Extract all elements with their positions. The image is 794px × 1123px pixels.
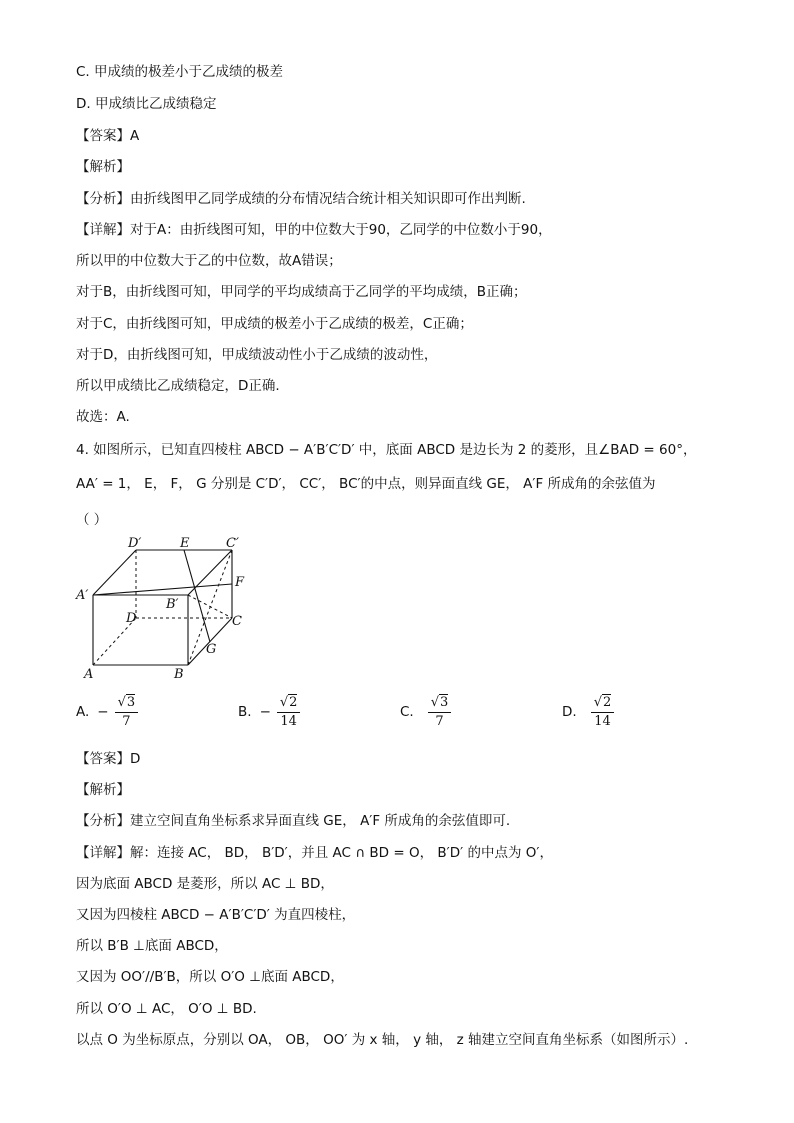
- option-c-fraction: $\frac{√3}{7}$: [428, 694, 452, 731]
- label-g: G: [206, 642, 217, 657]
- option-a-letter: A.: [76, 704, 90, 720]
- label-d: D: [126, 611, 137, 626]
- prism-figure: [70, 530, 260, 690]
- analysis-text-2: 【分析】建立空间直角坐标系求异面直线 GE， A′F 所成角的余弦值即可.: [76, 813, 511, 829]
- label-bp: B′: [166, 597, 179, 612]
- option-c-radicand: 3: [440, 694, 449, 710]
- question-4-blank: （ ）: [76, 512, 108, 528]
- option-c-denominator: 7: [435, 713, 444, 729]
- line-option-d-prev: D. 甲成绩比乙成绩稳定: [76, 96, 217, 112]
- option-b-fraction: $\frac{√2}{14}$: [277, 694, 301, 731]
- solution-line-4: 所以 B′B ⊥底面 ABCD，: [76, 938, 228, 954]
- detail-line-4: 对于C，由折线图可知，甲成绩的极差小于乙成绩的极差，C正确；: [76, 316, 473, 332]
- option-d-fraction: $\frac{√2}{14}$: [591, 694, 615, 731]
- option-b-sign: −: [259, 704, 271, 720]
- option-c: [400, 690, 451, 734]
- label-cp: C′: [226, 536, 239, 551]
- detail-line-5: 对于D，由折线图可知，甲成绩波动性小于乙成绩的波动性，: [76, 347, 438, 363]
- label-c: C: [232, 614, 242, 629]
- option-a: [76, 690, 138, 734]
- detail-line-2: 所以甲的中位数大于乙的中位数，故A错误；: [76, 253, 342, 269]
- answer-label-2: 【答案】D: [76, 751, 141, 767]
- answer-label: 【答案】A: [76, 128, 140, 144]
- option-d-denominator: 14: [594, 713, 611, 729]
- solution-line-6: 所以 O′O ⊥ AC， O′O ⊥ BD.: [76, 1001, 257, 1017]
- choice-line: 故选：A.: [76, 409, 130, 425]
- option-d: [562, 690, 614, 734]
- option-b-denominator: 14: [280, 713, 297, 729]
- option-b-letter: B.: [238, 704, 252, 720]
- solution-line-5: 又因为 OO′//B′B，所以 O′O ⊥底面 ABCD，: [76, 969, 344, 985]
- option-a-sign: −: [97, 704, 109, 720]
- detail-line-6: 所以甲成绩比乙成绩稳定，D正确.: [76, 378, 280, 394]
- label-dp: D′: [128, 536, 142, 551]
- solution-line-1: 【详解】解：连接 AC， BD， B′D′，并且 AC ∩ BD = O， B′D′ 的中点为 O′，: [76, 845, 553, 861]
- question-4-line-2: AA′ = 1， E， F， G 分别是 C′D′， CC′， BC′的中点，则异面直线 GE， A′F 所成角的余弦值为: [76, 476, 656, 492]
- option-a-fraction: $\frac{√3}{7}$: [115, 694, 139, 731]
- question-4-line-1: 4. 如图所示，已知直四棱柱 ABCD − A′B′C′D′ 中，底面 ABCD 是边长为 2 的菱形，且∠BAD = 60°，: [76, 442, 697, 458]
- segment-ap-f: [93, 584, 232, 595]
- option-a-denominator: 7: [122, 713, 131, 729]
- solution-line-2: 因为底面 ABCD 是菱形，所以 AC ⊥ BD，: [76, 876, 334, 892]
- option-b: [238, 690, 300, 734]
- analysis-label-2: 【解析】: [76, 782, 130, 798]
- solution-line-3: 又因为四棱柱 ABCD − A′B′C′D′ 为直四棱柱，: [76, 907, 356, 923]
- label-e: E: [180, 536, 190, 551]
- analysis-text: 【分析】由折线图甲乙同学成绩的分布情况结合统计相关知识即可作出判断.: [76, 191, 526, 207]
- option-d-letter: D.: [562, 704, 577, 720]
- label-b: B: [174, 667, 184, 682]
- option-b-radicand: 2: [289, 694, 298, 710]
- edge-ap-dp: [93, 550, 136, 595]
- label-f: F: [235, 575, 245, 590]
- detail-line-1: 【详解】对于A：由折线图可知，甲的中位数大于90，乙同学的中位数小于90，: [76, 222, 552, 238]
- line-option-c-prev: C. 甲成绩的极差小于乙成绩的极差: [76, 64, 284, 80]
- label-ap: A′: [76, 588, 89, 603]
- solution-line-7: 以点 O 为坐标原点，分别以 OA， OB， OO′ 为 x 轴， y 轴， z 轴建立空间直角坐标系（如图所示）.: [76, 1032, 689, 1048]
- label-a: A: [84, 667, 94, 682]
- detail-line-3: 对于B，由折线图可知，甲同学的平均成绩高于乙同学的平均成绩，B正确；: [76, 284, 527, 300]
- analysis-label: 【解析】: [76, 159, 130, 175]
- option-d-radicand: 2: [602, 694, 612, 710]
- option-a-radicand: 3: [126, 694, 136, 710]
- option-c-letter: C.: [400, 704, 414, 720]
